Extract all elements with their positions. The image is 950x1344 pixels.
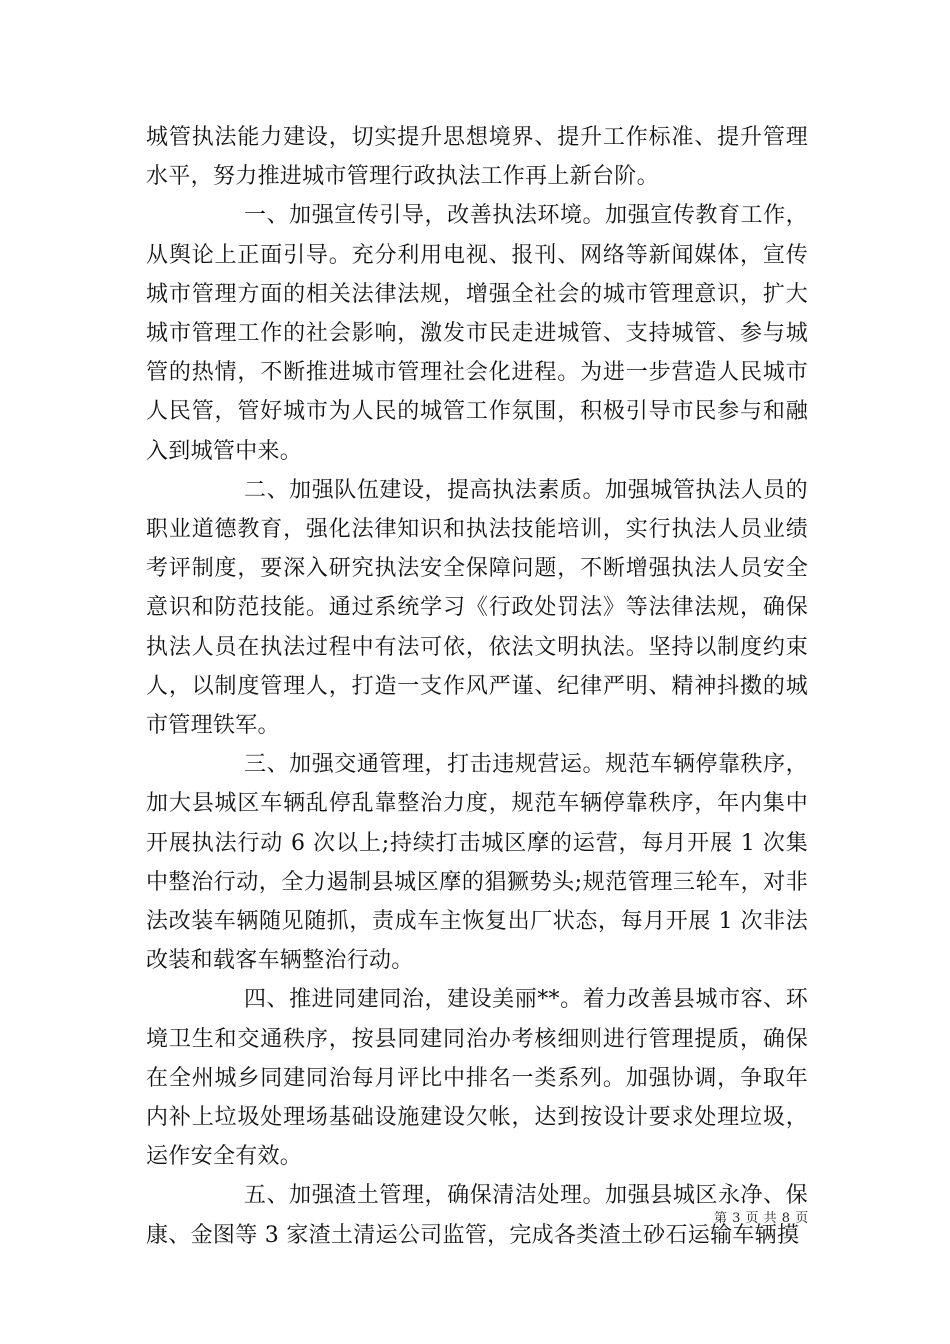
paragraph-joint-governance: 四、推进同建同治，建设美丽**。着力改善县城市容、环境卫生和交通秩序，按县同建同治办考核细则进行管理提质，确保在全州城乡同建同治每月评比中排名一类系列。加强协调，争取年内补上垃圾处理场基础设施建设欠帐，达到按设计要求处理垃圾，运作安全有效。: [146, 987, 808, 1170]
paragraph-muck-management: 五、加强渣土管理，确保清洁处理。加强县城区永净、保康、金图等 3 家渣土清运公司监管，完成各类渣土砂石运输车辆摸: [146, 1183, 808, 1248]
paragraph-team-building: 二、加强队伍建设，提高执法素质。加强城管执法人员的职业道德教育，强化法律知识和执法技能培训，实行执法人员业绩考评制度，要深入研究执法安全保障问题，不断增强执法人员安全意识和防范技能。通过系统学习《行政处罚法》等法律法规，确保执法人员在执法过程中有法可依，依法文明执法。坚持以制度约束人，以制度管理人，打造一支作风严谨、纪律严明、精神抖擞的城市管理铁军。: [146, 477, 808, 739]
paragraph-continuation: 城管执法能力建设，切实提升思想境界、提升工作标准、提升管理水平，努力推进城市管理行政执法工作再上新台阶。: [146, 125, 808, 190]
document-body: [146, 118, 808, 1255]
paragraph-traffic-management: 三、加强交通管理，打击违规营运。规范车辆停靠秩序，加大县城区车辆乱停乱靠整治力度，规范车辆停靠秩序，年内集中开展执法行动 6 次以上;持续打击城区摩的运营，每月开展 1 次集中整治行动，全力遏制县城区摩的猖獗势头;规范管理三轮车，对非法改装车辆随见随抓，责成车主恢复出厂状态，每月开展 1 次非法改装和载客车辆整治行动。: [146, 752, 808, 974]
page-number-footer: 第 3 页 共 8 页: [714, 1211, 809, 1226]
paragraph-publicity: 一、加强宣传引导，改善执法环境。加强宣传教育工作，从舆论上正面引导。充分利用电视、报刊、网络等新闻媒体，宣传城市管理方面的相关法律法规，增强全社会的城市管理意识，扩大城市管理工作的社会影响，激发市民走进城管、支持城管、参与城管的热情，不断推进城市管理社会化进程。为进一步营造人民城市人民管，管好城市为人民的城管工作氛围，积极引导市民参与和融入到城管中来。: [146, 203, 808, 464]
